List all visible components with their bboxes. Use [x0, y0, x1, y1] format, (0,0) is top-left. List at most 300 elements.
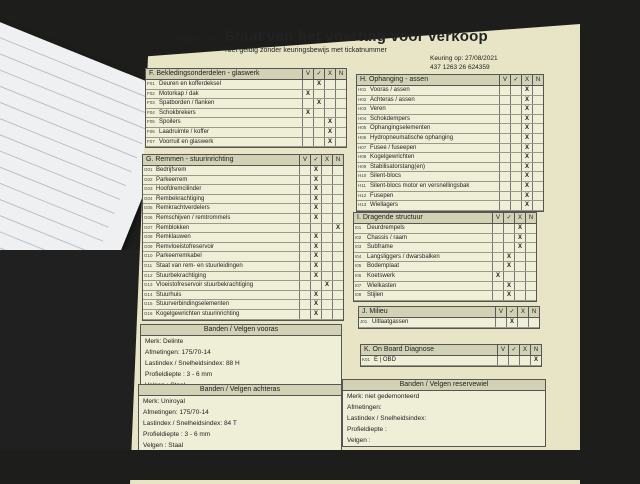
checklist-row — [357, 96, 543, 106]
row-code: I03 — [355, 244, 362, 250]
checklist-row — [146, 118, 346, 128]
row-code: H10 — [358, 173, 367, 179]
checklist-row — [146, 109, 346, 119]
checklist-row — [357, 182, 543, 192]
row-label: Remvloeistofreservoir — [156, 243, 215, 250]
checklist-row — [146, 138, 346, 148]
check-cell — [510, 105, 521, 114]
section-title: I. Dragende structuur — [357, 214, 423, 221]
check-cell — [313, 109, 324, 118]
row-code: J01 — [360, 319, 368, 324]
tires-rear-profile: Profieldiepte : 3 - 6 mm — [143, 431, 211, 438]
check-cell: X — [521, 124, 532, 133]
check-cell — [299, 291, 310, 300]
column-header: X — [514, 213, 525, 223]
row-code: G01 — [144, 167, 153, 172]
row-code: G06 — [144, 214, 153, 220]
checklist-row — [143, 291, 343, 301]
row-code: I02 — [355, 234, 362, 240]
tires-rear — [138, 384, 342, 452]
row-label: Stabilisatorstang(en) — [370, 163, 426, 170]
check-cell — [517, 318, 528, 327]
column-header: V — [492, 213, 503, 223]
check-cell — [321, 176, 332, 185]
check-cell — [532, 105, 543, 114]
check-cell — [321, 291, 332, 300]
checklist-row — [143, 185, 343, 195]
check-cell — [299, 243, 310, 252]
check-cell: X — [321, 281, 332, 290]
section-milieu — [358, 306, 540, 329]
check-cell: X — [503, 253, 514, 262]
check-cell: X — [310, 262, 321, 271]
check-cell — [499, 144, 510, 153]
inspection-date: Keuring op: 27/08/2021 — [430, 55, 498, 62]
checklist-row — [357, 124, 543, 134]
check-cell: X — [310, 252, 321, 261]
row-label: Bodemplaat — [367, 263, 400, 270]
check-cell — [532, 192, 543, 201]
section-obd — [360, 344, 542, 367]
checklist-row — [357, 144, 543, 154]
row-label: Silent-blocs motor en versnellingsbak — [370, 182, 470, 189]
checklist-row — [143, 166, 343, 176]
row-label: Deuren en kofferdeksel — [159, 81, 221, 87]
tires-spare-brand: Merk: niet gedemonteerd — [347, 393, 420, 400]
tires-front — [140, 324, 342, 392]
row-label: Voorruit en glaswerk — [159, 138, 214, 145]
column-header: ✓ — [313, 69, 324, 79]
checklist-row — [354, 291, 536, 301]
row-label: Chassis / raam — [367, 234, 408, 241]
section-header — [146, 69, 346, 80]
column-header: X — [321, 155, 332, 165]
tires-front-profile: Profieldiepte : 3 - 6 mm — [145, 371, 213, 378]
check-cell — [510, 201, 521, 210]
ticket-number: 437 1263 26 624359 — [430, 64, 490, 71]
row-label: Schokdempers — [370, 115, 411, 122]
check-cell — [324, 109, 335, 118]
row-code: G02 — [144, 176, 153, 182]
check-cell — [514, 262, 525, 271]
row-label: Wiellagers — [370, 202, 399, 209]
check-cell — [299, 224, 310, 233]
checklist-row — [143, 195, 343, 205]
check-cell — [525, 234, 536, 243]
row-label: Remklauwen — [156, 234, 191, 241]
row-code: H04 — [358, 115, 367, 121]
check-cell — [321, 243, 332, 252]
row-label: Remkrachtverdelers — [156, 205, 210, 212]
check-cell — [532, 201, 543, 210]
check-cell: X — [521, 96, 532, 105]
check-cell: X — [313, 99, 324, 108]
checklist-row — [359, 318, 539, 328]
column-header: N — [528, 307, 539, 317]
check-cell — [313, 138, 324, 147]
column-header: ✓ — [506, 307, 517, 317]
check-cell — [299, 195, 310, 204]
check-cell — [510, 134, 521, 143]
row-label: Langsliggers / dwarsbalken — [367, 253, 440, 260]
row-code: H08 — [358, 154, 367, 160]
section-header — [357, 75, 543, 86]
check-cell — [503, 272, 514, 281]
check-cell — [532, 134, 543, 143]
column-header: V — [299, 155, 310, 165]
checklist-row — [361, 356, 541, 366]
section-bekleding — [145, 68, 347, 148]
checklist-row — [354, 262, 536, 272]
checklist-row — [146, 128, 346, 138]
section-remmen — [142, 154, 344, 321]
check-cell — [510, 153, 521, 162]
row-code: I04 — [355, 253, 362, 259]
check-cell — [499, 201, 510, 210]
row-code: I05 — [355, 263, 362, 269]
check-cell — [499, 163, 510, 172]
check-cell: X — [521, 134, 532, 143]
check-cell — [299, 185, 310, 194]
check-cell: X — [521, 105, 532, 114]
column-header: ✓ — [510, 75, 521, 85]
row-code: H12 — [358, 192, 367, 198]
section-ophanging — [356, 74, 544, 212]
row-label: Fusepen — [370, 192, 394, 199]
tires-rear-brand: Merk: Uniroyal — [143, 398, 185, 405]
row-code: G09 — [144, 243, 153, 249]
checklist-row — [357, 105, 543, 115]
page-title: Staat van het voertuig voor verkoop — [225, 28, 488, 45]
check-cell — [332, 310, 343, 319]
check-cell — [499, 105, 510, 114]
check-cell — [332, 262, 343, 271]
row-label: Stijlen — [367, 292, 384, 299]
check-cell — [532, 172, 543, 181]
tires-front-index: Lastindex / Snelheidsindex: 88 H — [145, 360, 240, 367]
check-cell — [510, 172, 521, 181]
check-cell — [499, 86, 510, 95]
checklist-row — [357, 201, 543, 211]
check-cell — [302, 80, 313, 89]
checklist-row — [143, 272, 343, 282]
check-cell — [510, 182, 521, 191]
row-label: Rembekrachtiging — [156, 195, 205, 202]
row-label: Fusee / fuseepen — [370, 144, 417, 151]
check-cell — [332, 214, 343, 223]
check-cell — [335, 138, 346, 147]
check-cell — [532, 144, 543, 153]
check-cell: X — [324, 118, 335, 127]
check-cell — [321, 185, 332, 194]
checklist-row — [143, 233, 343, 243]
tires-front-header: Banden / Velgen vooras — [141, 325, 341, 336]
check-cell — [324, 90, 335, 99]
check-cell — [299, 262, 310, 271]
row-code: G08 — [144, 234, 153, 240]
check-cell — [299, 252, 310, 261]
row-code: I08 — [355, 292, 362, 298]
table-surface — [0, 250, 150, 480]
check-cell — [510, 124, 521, 133]
tires-spare-size: Afmetingen: — [347, 404, 382, 411]
check-cell — [332, 300, 343, 309]
section-draagstructuur — [353, 212, 537, 302]
checklist-row — [143, 243, 343, 253]
row-code: H03 — [358, 106, 367, 112]
tires-rear-index: Lastindex / Snelheidsindex: 84 T — [143, 420, 237, 427]
inspection-meta — [430, 54, 498, 72]
section-header — [361, 345, 541, 356]
section-title: G. Remmen - stuurinrichting — [146, 156, 234, 163]
check-cell: X — [530, 356, 541, 365]
check-cell — [335, 99, 346, 108]
row-code: G13 — [144, 282, 153, 288]
check-cell: X — [310, 176, 321, 185]
row-label: Bedrijfsrem — [156, 167, 187, 173]
check-cell — [302, 128, 313, 137]
row-code: G04 — [144, 195, 153, 201]
check-cell — [525, 224, 536, 233]
check-cell — [321, 252, 332, 261]
check-cell: X — [514, 224, 525, 233]
check-cell — [302, 99, 313, 108]
check-cell — [324, 99, 335, 108]
check-cell — [532, 115, 543, 124]
check-cell: X — [503, 291, 514, 300]
check-cell — [525, 291, 536, 300]
check-cell: X — [310, 195, 321, 204]
checklist-row — [143, 252, 343, 262]
checklist-row — [357, 153, 543, 163]
column-header: X — [324, 69, 335, 79]
check-cell: X — [514, 243, 525, 252]
check-cell — [332, 204, 343, 213]
column-header: X — [521, 75, 532, 85]
check-cell — [299, 176, 310, 185]
check-cell — [499, 182, 510, 191]
row-label: Schokbrekers — [159, 109, 196, 116]
check-cell — [514, 272, 525, 281]
check-cell — [492, 243, 503, 252]
column-header: V — [499, 75, 510, 85]
check-cell — [299, 272, 310, 281]
row-label: Hoofdremcilinder — [156, 186, 202, 193]
check-cell — [525, 243, 536, 252]
row-code: I01 — [355, 225, 362, 230]
check-cell — [492, 282, 503, 291]
check-cell — [492, 253, 503, 262]
checklist-row — [143, 262, 343, 272]
row-label: Hydropneumatische ophanging — [370, 134, 454, 141]
check-cell — [499, 134, 510, 143]
check-cell — [510, 96, 521, 105]
check-cell — [310, 224, 321, 233]
check-cell: X — [310, 243, 321, 252]
row-code: G05 — [144, 205, 153, 211]
check-cell: X — [310, 291, 321, 300]
check-cell: X — [310, 233, 321, 242]
check-cell — [313, 128, 324, 137]
check-cell — [503, 224, 514, 233]
check-cell — [503, 243, 514, 252]
check-cell — [332, 195, 343, 204]
check-cell: X — [503, 282, 514, 291]
column-header: V — [497, 345, 508, 355]
check-cell — [299, 204, 310, 213]
row-code: G11 — [144, 262, 153, 268]
checklist-row — [357, 172, 543, 182]
check-cell — [332, 176, 343, 185]
row-code: H09 — [358, 163, 367, 169]
row-code: F03 — [147, 100, 155, 106]
check-cell — [321, 204, 332, 213]
tires-front-brand: Merk: Delinte — [145, 338, 184, 345]
check-cell — [532, 182, 543, 191]
check-cell — [525, 272, 536, 281]
check-cell — [321, 272, 332, 281]
check-cell: X — [506, 318, 517, 327]
row-label: Staat van rem- en stuurleidingen — [156, 262, 243, 269]
row-label: Vooras / assen — [370, 87, 410, 93]
check-cell: X — [332, 224, 343, 233]
column-header: N — [332, 155, 343, 165]
tires-spare-header: Banden / Velgen reservewiel — [343, 380, 545, 391]
check-cell — [499, 115, 510, 124]
check-cell — [321, 195, 332, 204]
checklist-row — [354, 282, 536, 292]
check-cell — [532, 153, 543, 162]
check-cell — [321, 310, 332, 319]
row-label: Parkeerremkabel — [156, 253, 202, 260]
check-cell — [302, 118, 313, 127]
column-header: N — [525, 213, 536, 223]
section-header — [143, 155, 343, 166]
check-cell — [525, 282, 536, 291]
section-title: H. Ophanging - assen — [360, 76, 429, 83]
row-code: H06 — [358, 134, 367, 140]
check-cell — [514, 291, 525, 300]
row-label: Stuurverbindingselementen — [156, 301, 230, 308]
check-cell: X — [521, 192, 532, 201]
check-cell: X — [492, 272, 503, 281]
check-cell — [510, 86, 521, 95]
check-cell — [332, 166, 343, 175]
row-label: Laadruimte / koffer — [159, 128, 209, 135]
check-cell: X — [310, 214, 321, 223]
check-cell: X — [310, 300, 321, 309]
check-cell — [528, 318, 539, 327]
row-code: H07 — [358, 144, 367, 150]
section-title: F. Bekledingsonderdelen - glaswerk — [149, 70, 260, 77]
row-label: Wielkasten — [367, 282, 397, 289]
check-cell — [299, 214, 310, 223]
column-header: N — [335, 69, 346, 79]
checklist-row — [143, 176, 343, 186]
check-cell — [532, 96, 543, 105]
check-cell — [332, 252, 343, 261]
checklist-row — [143, 224, 343, 234]
checklist-row — [354, 272, 536, 282]
row-code: F01 — [147, 81, 155, 86]
check-cell — [321, 300, 332, 309]
row-label: E | OBD — [374, 357, 396, 363]
check-cell — [492, 291, 503, 300]
tires-spare-profile: Profieldiepte : — [347, 426, 387, 433]
row-code: H01 — [358, 87, 367, 92]
check-cell — [497, 356, 508, 365]
checklist-row — [357, 86, 543, 96]
checklist-row — [357, 134, 543, 144]
tires-rear-header: Banden / Velgen achteras — [139, 385, 341, 396]
check-cell — [299, 310, 310, 319]
row-label: Uitlaatgassen — [372, 319, 409, 325]
row-label: Kogelgewrichten stuurinrichting — [156, 310, 240, 317]
check-cell — [499, 153, 510, 162]
row-code: F06 — [147, 128, 155, 134]
column-header: X — [517, 307, 528, 317]
check-cell — [495, 318, 506, 327]
row-label: Achteras / assen — [370, 96, 415, 103]
check-cell — [499, 172, 510, 181]
check-cell — [313, 90, 324, 99]
section-header — [354, 213, 536, 224]
row-code: F02 — [147, 90, 155, 96]
row-label: Koetswerk — [367, 272, 396, 279]
check-cell: X — [503, 262, 514, 271]
checklist-row — [357, 115, 543, 125]
check-cell — [321, 233, 332, 242]
check-cell — [299, 233, 310, 242]
column-header: V — [302, 69, 313, 79]
column-header: ✓ — [310, 155, 321, 165]
row-code: H11 — [358, 182, 366, 188]
bottom-shadow — [0, 450, 640, 480]
row-label: Spatborden / flanken — [159, 100, 215, 107]
checklist-row — [357, 163, 543, 173]
row-label: Remblokken — [156, 224, 190, 231]
check-cell — [492, 234, 503, 243]
section-title: K. On Board Diagnose — [364, 346, 435, 353]
check-cell — [510, 144, 521, 153]
checklist-row — [143, 204, 343, 214]
check-cell — [492, 262, 503, 271]
check-cell — [332, 233, 343, 242]
checklist-row — [354, 224, 536, 234]
check-cell — [335, 109, 346, 118]
tires-spare-index: Lastindex / Snelheidsindex: — [347, 415, 427, 422]
check-cell — [510, 163, 521, 172]
checklist-row — [354, 253, 536, 263]
check-cell — [302, 138, 313, 147]
check-cell — [514, 282, 525, 291]
check-cell — [299, 300, 310, 309]
check-cell — [299, 281, 310, 290]
check-cell — [332, 281, 343, 290]
column-header: X — [519, 345, 530, 355]
column-header: V — [495, 307, 506, 317]
check-cell — [503, 234, 514, 243]
check-cell — [499, 96, 510, 105]
check-cell — [510, 192, 521, 201]
check-cell — [332, 272, 343, 281]
tires-rear-rims: Velgen : Staal — [143, 442, 184, 449]
check-cell — [335, 90, 346, 99]
check-cell — [525, 262, 536, 271]
tires-spare-rims: Velgen : — [347, 437, 371, 444]
station-number: Station nr 26 — [175, 36, 215, 43]
check-cell — [532, 163, 543, 172]
